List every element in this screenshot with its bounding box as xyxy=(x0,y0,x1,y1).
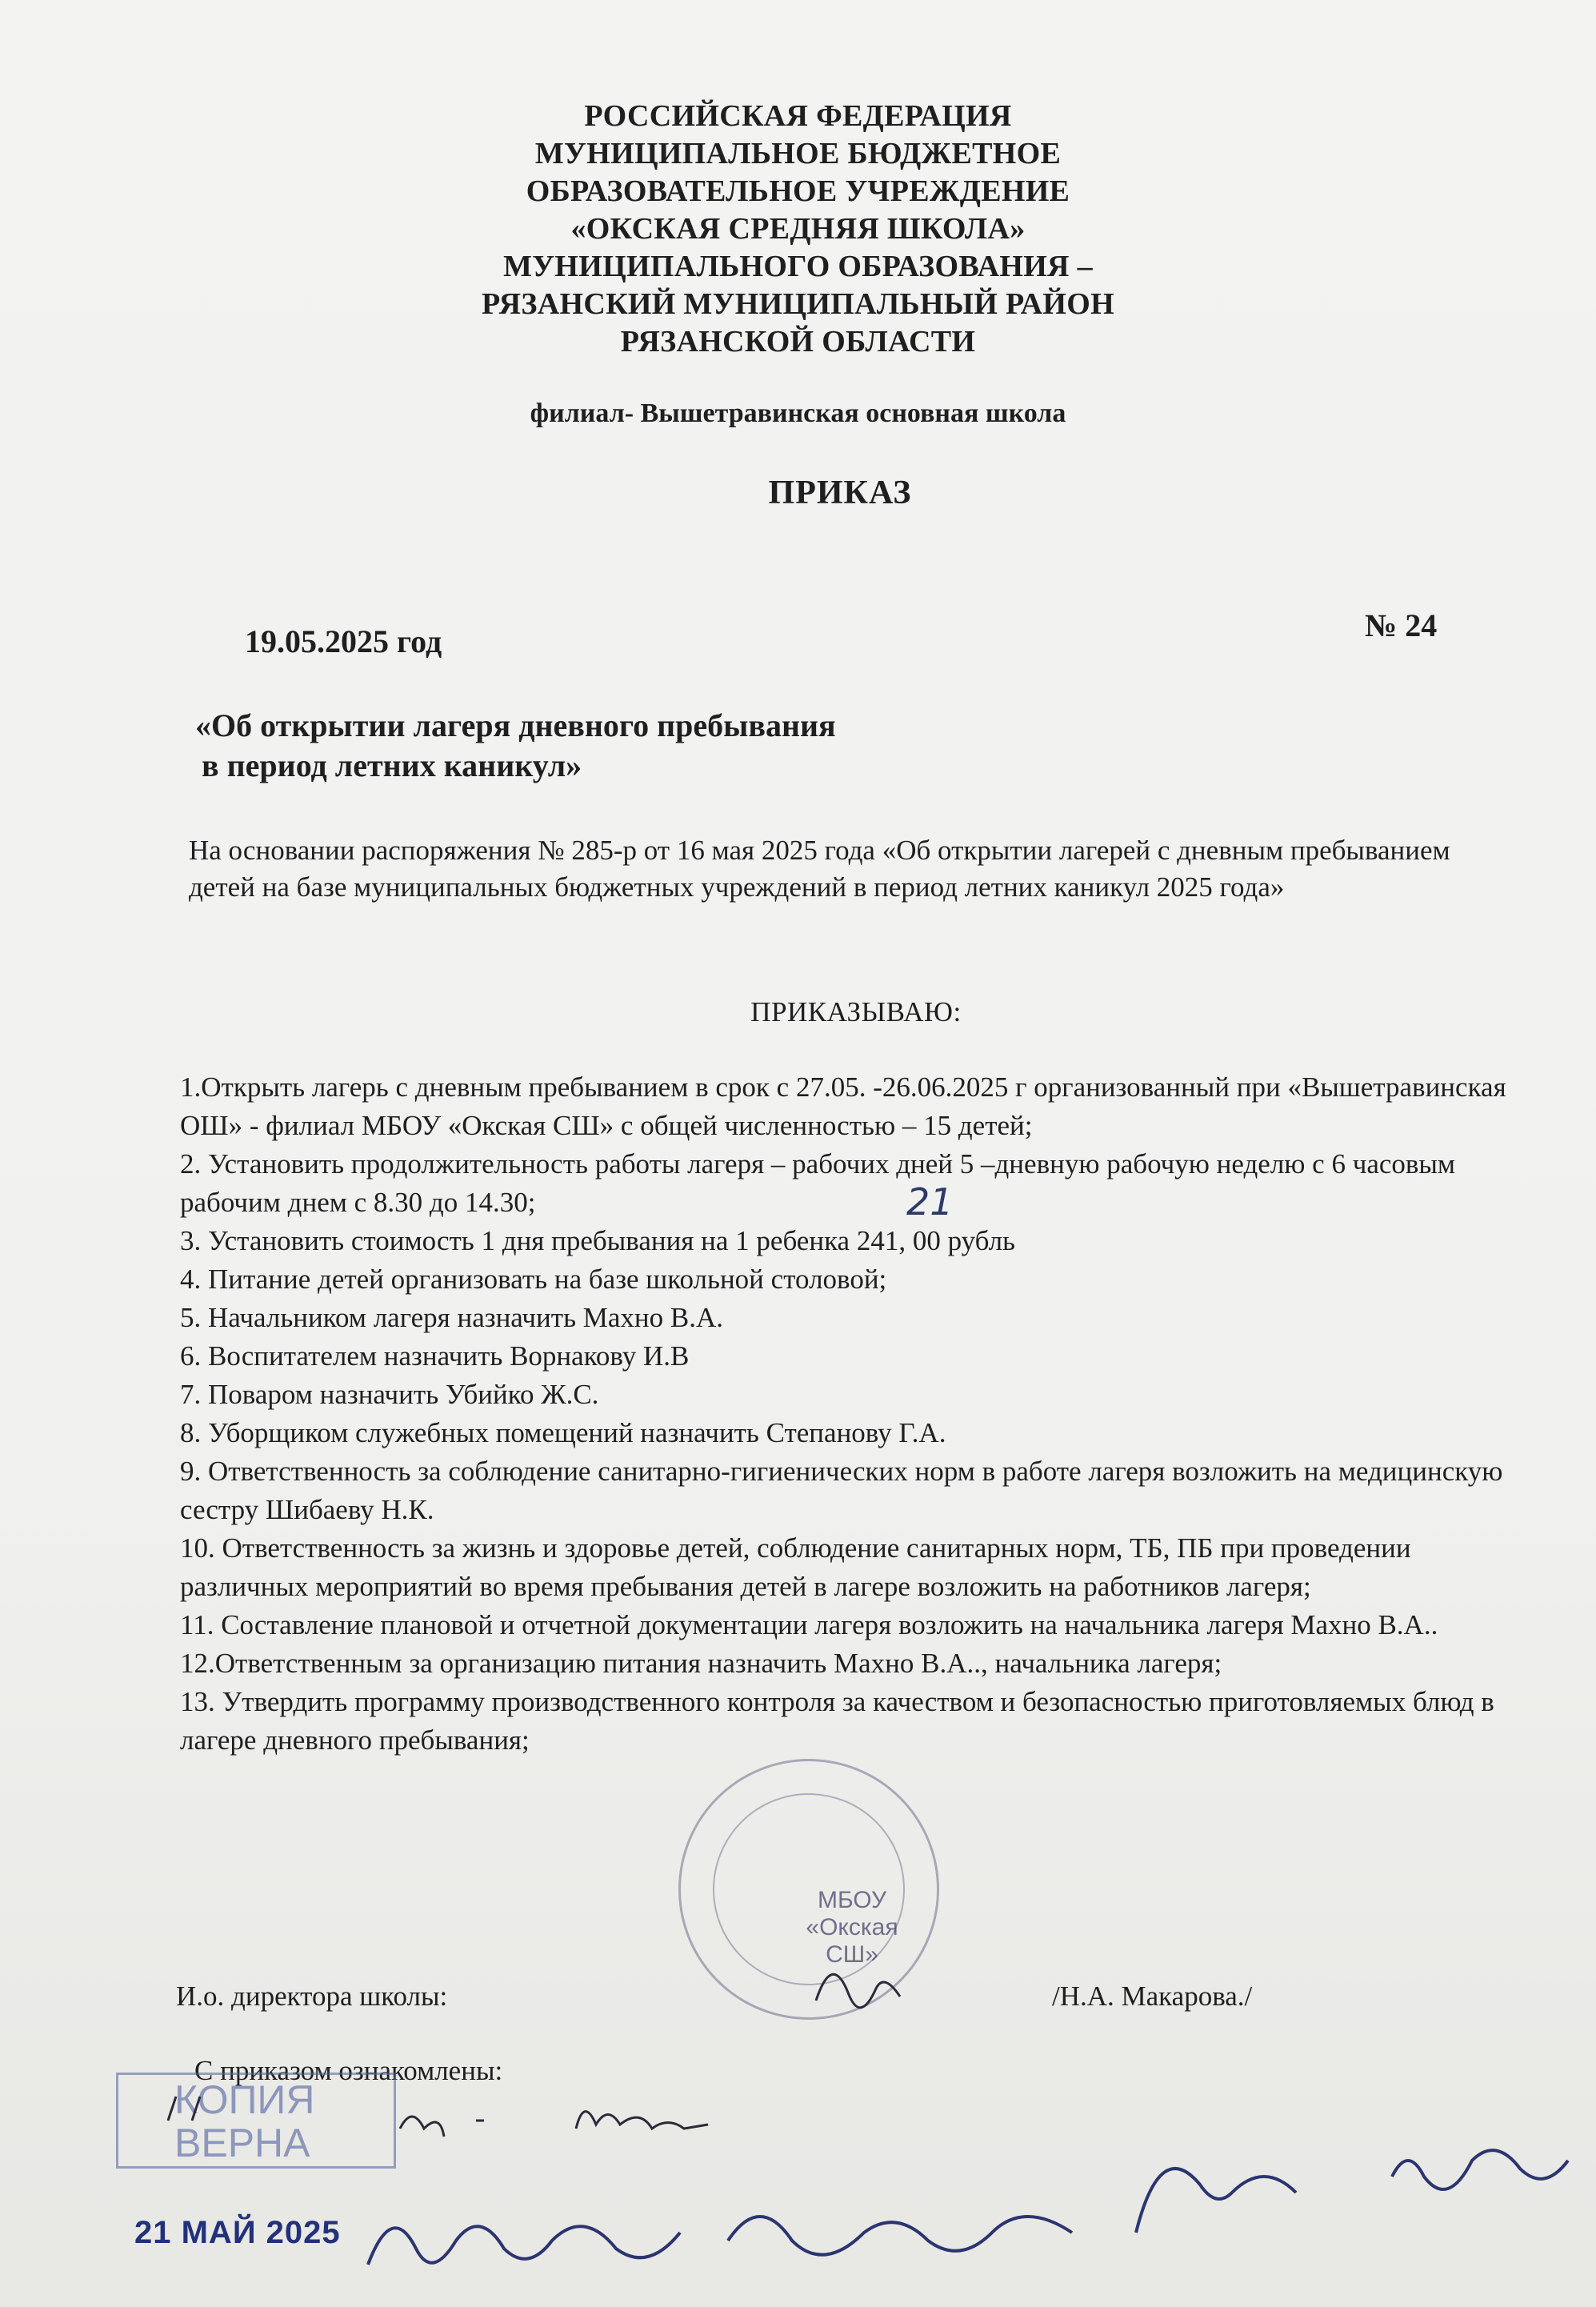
order-word: ПРИКАЗЫВАЮ: xyxy=(750,996,962,1027)
subject-line-1: «Об открытии лагеря дневного пребывания xyxy=(195,707,836,743)
document-number: № 24 xyxy=(1365,607,1438,643)
order-item: 13. Утвердить программу производственного контроля за качеством и безопасностью приготовляемых блюд в лагере дневного пребывания; xyxy=(180,1686,1494,1756)
header-line: РЯЗАНСКОЙ ОБЛАСТИ xyxy=(620,325,976,358)
order-item: 1.Открыть лагерь с дневным пребыванием в срок с 27.05. -26.06.2025 г организованный при «Вышетравинская ОШ» - филиал МБОУ «Окская СШ» с общей численностью – 15 детей; xyxy=(180,1071,1506,1141)
header-line: «ОКСКАЯ СРЕДНЯЯ ШКОЛА» xyxy=(570,212,1026,246)
signatory-title: И.о. директора школы: xyxy=(176,1981,448,2012)
order-item: 8. Уборщиком служебных помещений назначить Степанову Г.А. xyxy=(180,1417,946,1448)
order-item: 4. Питание детей организовать на базе школьной столовой; xyxy=(180,1264,887,1295)
acquaintance-signature xyxy=(168,2097,484,2137)
stamp-line: ВЕРНА xyxy=(174,2121,310,2165)
date-stamp: 21 МАЙ 2025 xyxy=(134,2215,341,2250)
seal-line: «Окская xyxy=(806,1914,898,1941)
basis-paragraph: На основании распоряжения № 285-р от 16 мая 2025 года «Об открытии лагерей с дневным пребыванием детей на базе муниципальных бюджетных учреждений в период летних каникул 2025 года» xyxy=(189,835,1450,903)
header-line: МУНИЦИПАЛЬНОЕ БЮДЖЕТНОЕ xyxy=(534,137,1062,170)
order-item: 12.Ответственным за организацию питания назначить Махно В.А.., начальника лагеря; xyxy=(180,1648,1222,1679)
order-item: 10. Ответственность за жизнь и здоровье детей, соблюдение санитарных норм, ТБ, ПБ при проведении различных мероприятий во время пребывания детей в лагере возложить на работников лагеря; xyxy=(180,1532,1411,1602)
director-signature xyxy=(816,1974,900,2008)
order-item: 5. Начальником лагеря назначить Махно В.А. xyxy=(180,1302,724,1333)
acquainted-label: С приказом ознакомлены: xyxy=(194,2055,503,2086)
document-title: ПРИКАЗ xyxy=(768,475,912,511)
header-line: МУНИЦИПАЛЬНОГО ОБРАЗОВАНИЯ – xyxy=(503,250,1093,283)
subject-line-2: в период летних каникул» xyxy=(202,747,582,783)
order-item: 3. Установить стоимость 1 дня пребывания на 1 ребенка 241, 00 рубль xyxy=(180,1225,1016,1256)
signatory-name: /Н.А. Макарова./ xyxy=(1052,1981,1253,2012)
handwritten-days: 21 xyxy=(906,1180,954,1224)
order-item: 11. Составление плановой и отчетной документации лагеря возложить на начальника лагеря Махно В.А.. xyxy=(180,1609,1438,1640)
handwritten-bottom-line xyxy=(368,2150,1568,2265)
header-line: РЯЗАНСКИЙ МУНИЦИПАЛЬНЫЙ РАЙОН xyxy=(482,287,1114,321)
seal-line: МБОУ xyxy=(817,1887,887,1913)
stamp-line: КОПИЯ xyxy=(174,2077,315,2122)
acquaintance-signature xyxy=(576,2112,708,2129)
order-item: 2. Установить продолжительность работы лагеря – рабочих дней 5 –дневную рабочую неделю с 6 часовым рабочим днем с 8.30 до 14.30; xyxy=(180,1148,1456,1218)
order-item: 9. Ответственность за соблюдение санитарно-гигиенических норм в работе лагеря возложить на медицинскую сестру Шибаеву Н.К. xyxy=(180,1456,1503,1525)
order-item: 7. Поваром назначить Убийко Ж.С. xyxy=(180,1379,599,1410)
branch-name: филиал- Вышетравинская основная школа xyxy=(530,399,1066,428)
header-line: ОБРАЗОВАТЕЛЬНОЕ УЧРЕЖДЕНИЕ xyxy=(526,174,1070,208)
header-line: РОССИЙСКАЯ ФЕДЕРАЦИЯ xyxy=(584,99,1012,133)
seal-line: СШ» xyxy=(826,1941,878,1968)
order-item: 6. Воспитателем назначить Ворнакову И.В xyxy=(180,1340,690,1372)
document-date: 19.05.2025 год xyxy=(245,623,442,659)
